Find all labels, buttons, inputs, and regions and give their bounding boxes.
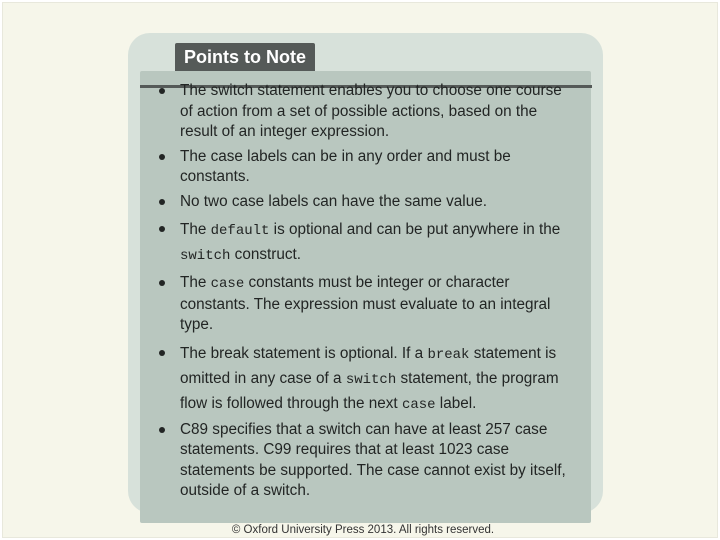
text-run: The switch statement enables you to choose one course of action from a set of possible actions, based on the result of an integer expression. <box>180 82 562 140</box>
bullet-item <box>156 81 574 143</box>
bullet-item <box>156 420 574 502</box>
bullet-item <box>156 342 574 417</box>
bullet-dot <box>159 427 165 433</box>
bullet-dot <box>159 280 165 286</box>
slide <box>2 2 718 538</box>
bullet-item <box>156 192 574 213</box>
bullet-text <box>180 221 560 263</box>
bullet-item <box>156 273 574 336</box>
bullet-dot <box>159 350 165 356</box>
text-run: label. <box>435 394 477 412</box>
text-run: The <box>180 221 211 238</box>
bullet-text <box>180 345 559 412</box>
text-run: constants must be integer or character constants. The expression must evaluate to an integral type. <box>180 274 551 333</box>
bullet-dot <box>159 199 165 205</box>
bullet-dot <box>159 226 165 232</box>
text-run: statement, the program flow is followed through the next <box>180 369 559 412</box>
bullet-item <box>156 218 574 268</box>
code-keyword: case <box>401 396 436 413</box>
bullet-item <box>156 147 574 188</box>
bullet-text <box>180 82 562 140</box>
text-run: The case labels can be in any order and must be constants. <box>180 147 511 185</box>
text-run: The break statement is optional. If a <box>180 344 428 362</box>
code-keyword: switch <box>180 248 231 264</box>
bullet-list <box>156 81 574 502</box>
points-to-note-box <box>128 33 603 513</box>
copyright-footer: © Oxford University Press 2013. All rights reserved. <box>231 524 495 536</box>
code-keyword: case <box>210 276 245 292</box>
text-run: C89 specifies that a switch can have at least 257 case statements. C99 requires that at least 1023 case statements be supported. The case cannot exist by itself, outside of a switch. <box>180 420 566 499</box>
code-keyword: switch <box>345 371 397 388</box>
text-run: No two case labels can have the same value. <box>180 192 487 210</box>
text-run: construct. <box>230 246 301 263</box>
bullet-text <box>180 193 487 210</box>
bullet-text <box>180 274 550 333</box>
bullet-dot <box>159 88 165 94</box>
code-keyword: default <box>210 223 270 239</box>
code-keyword: break <box>427 346 470 363</box>
text-run: The <box>180 274 211 291</box>
box-title: Points to Note <box>175 43 315 71</box>
text-run: statement is omitted in any case of a <box>180 344 557 387</box>
bullet-text <box>180 421 566 500</box>
bullet-text <box>180 148 511 186</box>
text-run: is optional and can be put anywhere in the <box>269 221 561 238</box>
bullet-dot <box>159 154 165 160</box>
